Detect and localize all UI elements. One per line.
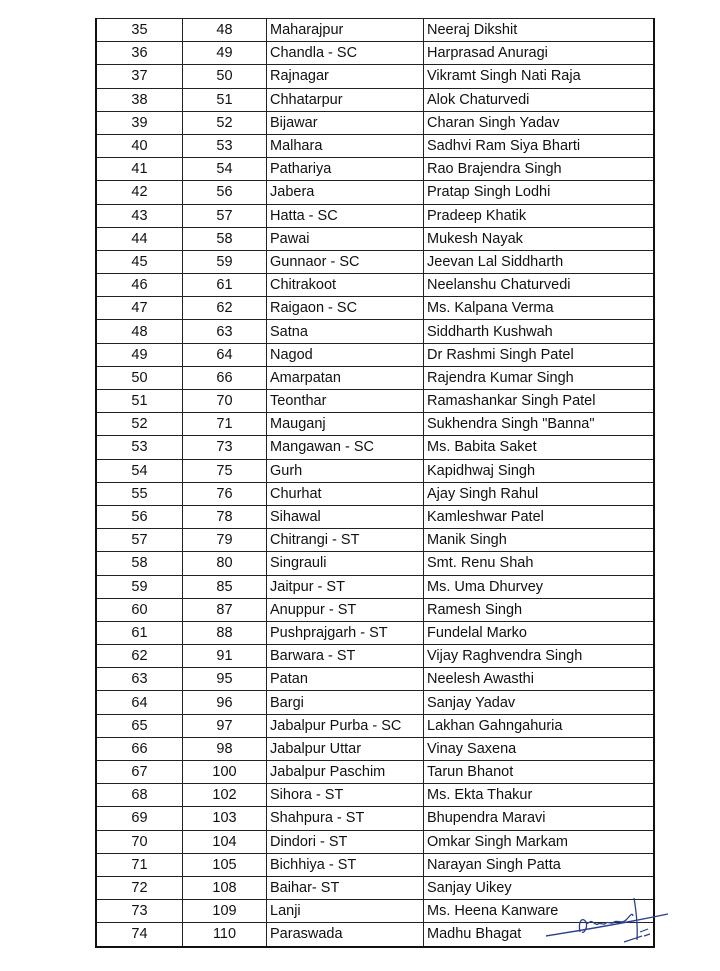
serial-number-cell: 57 <box>96 529 183 552</box>
ac-number-cell: 49 <box>183 42 267 65</box>
ac-number-cell: 66 <box>183 366 267 389</box>
candidate-name-cell: Ramesh Singh <box>424 598 655 621</box>
table-row <box>96 691 654 714</box>
constituency-cell: Amarpatan <box>267 366 424 389</box>
ac-number-cell: 85 <box>183 575 267 598</box>
serial-number-cell: 50 <box>96 366 183 389</box>
serial-number-cell: 48 <box>96 320 183 343</box>
serial-number-cell: 59 <box>96 575 183 598</box>
candidate-name-cell: Alok Chaturvedi <box>424 88 655 111</box>
constituency-cell: Jabalpur Paschim <box>267 761 424 784</box>
table-row <box>96 436 654 459</box>
ac-number-cell: 57 <box>183 204 267 227</box>
table-row <box>96 19 654 42</box>
table-row <box>96 668 654 691</box>
table-row <box>96 111 654 134</box>
candidate-name-cell: Neeraj Dikshit <box>424 19 655 42</box>
constituency-cell: Gurh <box>267 459 424 482</box>
constituency-cell: Satna <box>267 320 424 343</box>
table-row <box>96 621 654 644</box>
serial-number-cell: 37 <box>96 65 183 88</box>
serial-number-cell: 49 <box>96 343 183 366</box>
ac-number-cell: 73 <box>183 436 267 459</box>
candidate-name-cell: Ms. Heena Kanware <box>424 900 655 923</box>
constituency-cell: Churhat <box>267 482 424 505</box>
serial-number-cell: 55 <box>96 482 183 505</box>
candidate-name-cell: Sadhvi Ram Siya Bharti <box>424 134 655 157</box>
candidate-name-cell: Jeevan Lal Siddharth <box>424 250 655 273</box>
table-row <box>96 853 654 876</box>
constituency-cell: Mauganj <box>267 413 424 436</box>
serial-number-cell: 46 <box>96 274 183 297</box>
candidate-name-cell: Ajay Singh Rahul <box>424 482 655 505</box>
ac-number-cell: 100 <box>183 761 267 784</box>
candidate-name-cell: Kapidhwaj Singh <box>424 459 655 482</box>
candidate-name-cell: Narayan Singh Patta <box>424 853 655 876</box>
constituency-cell: Jabalpur Uttar <box>267 737 424 760</box>
ac-number-cell: 80 <box>183 552 267 575</box>
ac-number-cell: 102 <box>183 784 267 807</box>
candidate-name-cell: Ms. Kalpana Verma <box>424 297 655 320</box>
ac-number-cell: 76 <box>183 482 267 505</box>
constituency-cell: Teonthar <box>267 390 424 413</box>
ac-number-cell: 56 <box>183 181 267 204</box>
table-row <box>96 274 654 297</box>
candidate-name-cell: Madhu Bhagat <box>424 923 655 947</box>
serial-number-cell: 44 <box>96 227 183 250</box>
serial-number-cell: 36 <box>96 42 183 65</box>
serial-number-cell: 56 <box>96 505 183 528</box>
table-row <box>96 714 654 737</box>
constituency-cell: Bichhiya - ST <box>267 853 424 876</box>
constituency-cell: Nagod <box>267 343 424 366</box>
candidate-list-table <box>95 18 655 948</box>
ac-number-cell: 51 <box>183 88 267 111</box>
constituency-cell: Hatta - SC <box>267 204 424 227</box>
ac-number-cell: 75 <box>183 459 267 482</box>
table-row <box>96 158 654 181</box>
constituency-cell: Bijawar <box>267 111 424 134</box>
table-row <box>96 227 654 250</box>
ac-number-cell: 62 <box>183 297 267 320</box>
constituency-cell: Mangawan - SC <box>267 436 424 459</box>
constituency-cell: Barwara - ST <box>267 645 424 668</box>
constituency-cell: Shahpura - ST <box>267 807 424 830</box>
serial-number-cell: 64 <box>96 691 183 714</box>
candidate-name-cell: Ms. Uma Dhurvey <box>424 575 655 598</box>
ac-number-cell: 87 <box>183 598 267 621</box>
table-row <box>96 761 654 784</box>
constituency-cell: Rajnagar <box>267 65 424 88</box>
candidate-name-cell: Charan Singh Yadav <box>424 111 655 134</box>
candidate-name-cell: Siddharth Kushwah <box>424 320 655 343</box>
constituency-cell: Pushprajgarh - ST <box>267 621 424 644</box>
candidate-rows <box>96 19 654 947</box>
candidate-name-cell: Vikramt Singh Nati Raja <box>424 65 655 88</box>
table-row <box>96 505 654 528</box>
serial-number-cell: 53 <box>96 436 183 459</box>
table-row <box>96 830 654 853</box>
candidate-name-cell: Lakhan Gahngahuria <box>424 714 655 737</box>
candidate-name-cell: Neelanshu Chaturvedi <box>424 274 655 297</box>
ac-number-cell: 88 <box>183 621 267 644</box>
candidate-name-cell: Fundelal Marko <box>424 621 655 644</box>
serial-number-cell: 74 <box>96 923 183 947</box>
ac-number-cell: 79 <box>183 529 267 552</box>
ac-number-cell: 110 <box>183 923 267 947</box>
candidate-name-cell: Ramashankar Singh Patel <box>424 390 655 413</box>
constituency-cell: Singrauli <box>267 552 424 575</box>
serial-number-cell: 35 <box>96 19 183 42</box>
ac-number-cell: 54 <box>183 158 267 181</box>
ac-number-cell: 71 <box>183 413 267 436</box>
candidate-name-cell: Manik Singh <box>424 529 655 552</box>
serial-number-cell: 67 <box>96 761 183 784</box>
candidate-name-cell: Smt. Renu Shah <box>424 552 655 575</box>
serial-number-cell: 47 <box>96 297 183 320</box>
table-row <box>96 297 654 320</box>
candidate-name-cell: Rao Brajendra Singh <box>424 158 655 181</box>
serial-number-cell: 39 <box>96 111 183 134</box>
table-row <box>96 134 654 157</box>
serial-number-cell: 41 <box>96 158 183 181</box>
serial-number-cell: 73 <box>96 900 183 923</box>
constituency-cell: Malhara <box>267 134 424 157</box>
table-row <box>96 320 654 343</box>
constituency-cell: Lanji <box>267 900 424 923</box>
serial-number-cell: 51 <box>96 390 183 413</box>
candidate-name-cell: Sanjay Uikey <box>424 876 655 899</box>
constituency-cell: Chandla - SC <box>267 42 424 65</box>
candidate-name-cell: Vinay Saxena <box>424 737 655 760</box>
table-row <box>96 737 654 760</box>
table-row <box>96 390 654 413</box>
serial-number-cell: 60 <box>96 598 183 621</box>
constituency-cell: Jaitpur - ST <box>267 575 424 598</box>
serial-number-cell: 68 <box>96 784 183 807</box>
signature-icon <box>540 892 680 952</box>
constituency-cell: Pathariya <box>267 158 424 181</box>
serial-number-cell: 52 <box>96 413 183 436</box>
constituency-cell: Patan <box>267 668 424 691</box>
constituency-cell: Anuppur - ST <box>267 598 424 621</box>
serial-number-cell: 61 <box>96 621 183 644</box>
table-row <box>96 181 654 204</box>
constituency-cell: Baihar- ST <box>267 876 424 899</box>
ac-number-cell: 50 <box>183 65 267 88</box>
candidate-name-cell: Sukhendra Singh "Banna" <box>424 413 655 436</box>
ac-number-cell: 104 <box>183 830 267 853</box>
ac-number-cell: 61 <box>183 274 267 297</box>
constituency-cell: Gunnaor - SC <box>267 250 424 273</box>
table-row <box>96 645 654 668</box>
serial-number-cell: 58 <box>96 552 183 575</box>
serial-number-cell: 42 <box>96 181 183 204</box>
serial-number-cell: 69 <box>96 807 183 830</box>
serial-number-cell: 66 <box>96 737 183 760</box>
ac-number-cell: 109 <box>183 900 267 923</box>
ac-number-cell: 52 <box>183 111 267 134</box>
constituency-cell: Chitrakoot <box>267 274 424 297</box>
ac-number-cell: 48 <box>183 19 267 42</box>
table-row <box>96 343 654 366</box>
candidate-name-cell: Sanjay Yadav <box>424 691 655 714</box>
constituency-cell: Chitrangi - ST <box>267 529 424 552</box>
table-row <box>96 204 654 227</box>
candidate-name-cell: Vijay Raghvendra Singh <box>424 645 655 668</box>
table-row <box>96 413 654 436</box>
candidate-name-cell: Neelesh Awasthi <box>424 668 655 691</box>
ac-number-cell: 64 <box>183 343 267 366</box>
ac-number-cell: 105 <box>183 853 267 876</box>
constituency-cell: Bargi <box>267 691 424 714</box>
candidate-name-cell: Mukesh Nayak <box>424 227 655 250</box>
serial-number-cell: 70 <box>96 830 183 853</box>
constituency-cell: Paraswada <box>267 923 424 947</box>
table-row <box>96 65 654 88</box>
ac-number-cell: 97 <box>183 714 267 737</box>
table-row <box>96 552 654 575</box>
candidate-name-cell: Pratap Singh Lodhi <box>424 181 655 204</box>
constituency-cell: Maharajpur <box>267 19 424 42</box>
constituency-cell: Pawai <box>267 227 424 250</box>
ac-number-cell: 63 <box>183 320 267 343</box>
ac-number-cell: 70 <box>183 390 267 413</box>
constituency-cell: Sihora - ST <box>267 784 424 807</box>
table-row <box>96 366 654 389</box>
table-row <box>96 88 654 111</box>
ac-number-cell: 108 <box>183 876 267 899</box>
ac-number-cell: 95 <box>183 668 267 691</box>
table-row <box>96 482 654 505</box>
table-row <box>96 807 654 830</box>
serial-number-cell: 38 <box>96 88 183 111</box>
ac-number-cell: 59 <box>183 250 267 273</box>
constituency-cell: Jabera <box>267 181 424 204</box>
ac-number-cell: 91 <box>183 645 267 668</box>
serial-number-cell: 40 <box>96 134 183 157</box>
constituency-cell: Jabalpur Purba - SC <box>267 714 424 737</box>
serial-number-cell: 45 <box>96 250 183 273</box>
serial-number-cell: 65 <box>96 714 183 737</box>
candidate-name-cell: Ms. Babita Saket <box>424 436 655 459</box>
constituency-cell: Dindori - ST <box>267 830 424 853</box>
ac-number-cell: 58 <box>183 227 267 250</box>
table-row <box>96 42 654 65</box>
candidate-name-cell: Harprasad Anuragi <box>424 42 655 65</box>
serial-number-cell: 71 <box>96 853 183 876</box>
candidate-name-cell: Rajendra Kumar Singh <box>424 366 655 389</box>
ac-number-cell: 53 <box>183 134 267 157</box>
ac-number-cell: 78 <box>183 505 267 528</box>
table-row <box>96 784 654 807</box>
candidate-name-cell: Kamleshwar Patel <box>424 505 655 528</box>
candidate-name-cell: Pradeep Khatik <box>424 204 655 227</box>
serial-number-cell: 72 <box>96 876 183 899</box>
candidate-name-cell: Dr Rashmi Singh Patel <box>424 343 655 366</box>
ac-number-cell: 103 <box>183 807 267 830</box>
candidate-name-cell: Bhupendra Maravi <box>424 807 655 830</box>
candidate-name-cell: Omkar Singh Markam <box>424 830 655 853</box>
constituency-cell: Chhatarpur <box>267 88 424 111</box>
serial-number-cell: 54 <box>96 459 183 482</box>
candidate-name-cell: Ms. Ekta Thakur <box>424 784 655 807</box>
table-row <box>96 250 654 273</box>
constituency-cell: Sihawal <box>267 505 424 528</box>
table-row <box>96 575 654 598</box>
candidate-name-cell: Tarun Bhanot <box>424 761 655 784</box>
ac-number-cell: 96 <box>183 691 267 714</box>
table-row <box>96 529 654 552</box>
serial-number-cell: 62 <box>96 645 183 668</box>
table-row <box>96 598 654 621</box>
serial-number-cell: 63 <box>96 668 183 691</box>
ac-number-cell: 98 <box>183 737 267 760</box>
table-row <box>96 459 654 482</box>
constituency-cell: Raigaon - SC <box>267 297 424 320</box>
serial-number-cell: 43 <box>96 204 183 227</box>
